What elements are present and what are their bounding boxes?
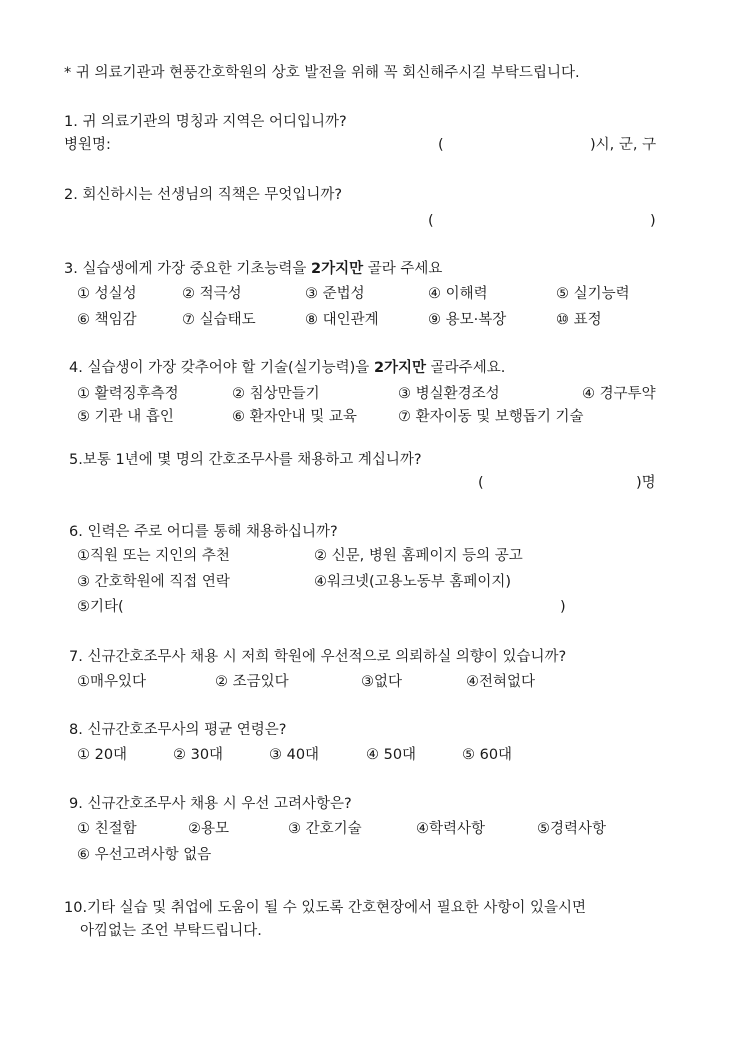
q8-option: ④ 50대	[366, 747, 417, 763]
q3-option: ⑥ 책임감	[77, 312, 137, 328]
q6-option: ①직원 또는 지인의 추천	[77, 548, 230, 564]
q9-option: ① 친절함	[77, 821, 137, 837]
q8-option: ① 20대	[77, 747, 128, 763]
q8-option: ③ 40대	[269, 747, 320, 763]
q2-close: )	[650, 213, 656, 229]
intro-text: * 귀 의료기관과 현풍간호학원의 상호 발전을 위해 꼭 회신해주시길 부탁드립니다.	[64, 65, 580, 81]
q4-option: ② 침상만들기	[232, 386, 320, 402]
q9-option: ③ 간호기술	[288, 821, 362, 837]
q2-open: (	[428, 213, 434, 229]
q5-open: (	[478, 475, 484, 491]
q1-region-close: )시, 군, 구	[590, 137, 657, 153]
q3-option: ⑦ 실습태도	[182, 312, 256, 328]
q8-question: 8. 신규간호조무사의 평균 연령은?	[69, 722, 287, 738]
q7-option: ③없다	[361, 674, 403, 690]
q4-option: ⑦ 환자이동 및 보행돕기 기술	[398, 409, 584, 425]
q3-question: 3. 실습생에게 가장 중요한 기초능력을 2가지만 골라 주세요	[64, 261, 443, 277]
q6-option: ③ 간호학원에 직접 연락	[77, 574, 230, 590]
q3-option: ③ 준법성	[305, 286, 365, 302]
q8-option: ⑤ 60대	[462, 747, 513, 763]
q10-line1: 10.기타 실습 및 취업에 도움이 될 수 있도록 간호현장에서 필요한 사항이 있을시면	[64, 900, 586, 916]
q1-region-open: (	[438, 137, 444, 153]
q4-option: ① 활력징후측정	[77, 386, 179, 402]
q3-option: ⑤ 실기능력	[556, 286, 630, 302]
q5-close: )명	[636, 475, 656, 491]
q8-option: ② 30대	[173, 747, 224, 763]
q6-option: ② 신문, 병원 홈페이지 등의 공고	[314, 548, 523, 564]
q3-option: ⑩ 표정	[556, 312, 602, 328]
q7-option: ④전혀없다	[466, 674, 536, 690]
q7-option: ② 조금있다	[215, 674, 289, 690]
q3-option: ② 적극성	[182, 286, 242, 302]
q9-option: ⑤경력사항	[537, 821, 607, 837]
q9-option: ②용모	[188, 821, 230, 837]
q6-question: 6. 인력은 주로 어디를 통해 채용하십니까?	[69, 524, 338, 540]
q7-option: ①매우있다	[77, 674, 147, 690]
q4-option: ③ 병실환경조성	[398, 386, 500, 402]
q4-option: ⑤ 기관 내 흡인	[77, 409, 174, 425]
q3-option: ⑧ 대인관계	[305, 312, 379, 328]
q9-option: ⑥ 우선고려사항 없음	[77, 847, 212, 863]
q3-option: ① 성실성	[77, 286, 137, 302]
q4-option: ⑥ 환자안내 및 교육	[232, 409, 357, 425]
q9-question: 9. 신규간호조무사 채용 시 우선 고려사항은?	[69, 796, 352, 812]
q6-option: ⑤기타(	[77, 599, 124, 615]
q1-question: 1. 귀 의료기관의 명칭과 지역은 어디입니까?	[64, 114, 347, 130]
q9-option: ④학력사항	[416, 821, 486, 837]
q3-option: ⑨ 용모·복장	[428, 312, 507, 328]
q1-hospital-label: 병원명:	[64, 137, 111, 153]
q4-option: ④ 경구투약	[582, 386, 656, 402]
q7-question: 7. 신규간호조무사 채용 시 저희 학원에 우선적으로 의뢰하실 의향이 있습니까?	[69, 649, 567, 665]
q2-question: 2. 회신하시는 선생님의 직책은 무엇입니까?	[64, 187, 343, 203]
q6-option-close: )	[560, 599, 566, 615]
q6-option: ④워크넷(고용노동부 홈페이지)	[314, 574, 512, 590]
q5-question: 5.보통 1년에 몇 명의 간호조무사를 채용하고 계십니까?	[69, 452, 422, 468]
q4-question: 4. 실습생이 가장 갖추어야 할 기술(실기능력)을 2가지만 골라주세요.	[69, 360, 506, 376]
q10-line2: 아낌없는 조언 부탁드립니다.	[80, 923, 262, 939]
q3-option: ④ 이해력	[428, 286, 488, 302]
